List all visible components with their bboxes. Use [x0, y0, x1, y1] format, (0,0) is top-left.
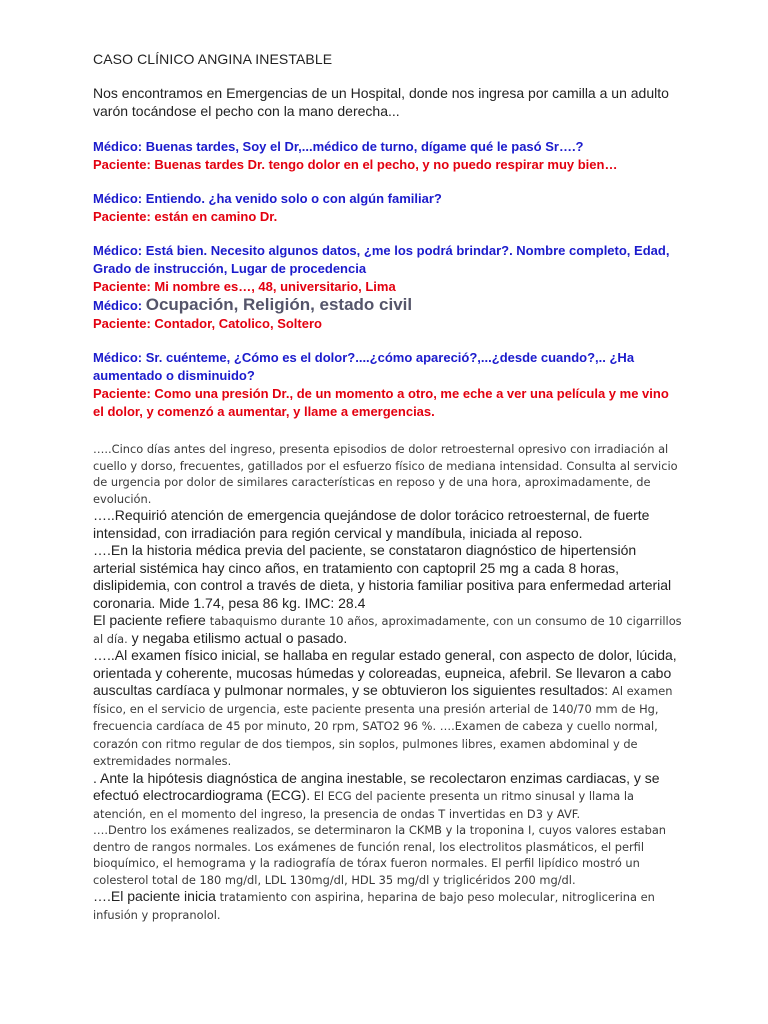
narrative-paragraph: ….En la historia médica previa del paciente, se constataron diagnóstico de hipertensión arterial sistémica hay cinco años, en tratamiento con captopril 25 mg a cada 8 horas, dislipidemia, con control a través de dieta, y historia familiar positiva para enfermedad arterial coronaria. Mide 1.74, pesa 86 kg. IMC: 28.4: [93, 542, 672, 611]
document-title: CASO CLÍNICO ANGINA INESTABLE: [93, 51, 333, 67]
medico-prefix: Médico:: [93, 298, 146, 313]
dialog-block-2: [93, 190, 682, 226]
narrative-segment: …..Al examen físico inicial, se hallaba en regular estado general, con aspecto de dolor, lúcida, orientada y coherente, mucosas húmedas y coloreadas, eupneica, afebril. Se llevaron a cabo auscultas cardíaca y pulmonar normales, y se obtuvieron los siguientes resultados:: [93, 647, 677, 698]
medico-line-large-question: [93, 296, 682, 315]
paciente-line: Paciente: Contador, Catolico, Soltero: [93, 316, 322, 331]
narrative-segment: . Ante la hipótesis diagnóstica de angina inestable, se recolectaron enzimas cardiacas, y se efectuó electrocardiograma (ECG).: [93, 769, 660, 803]
narrative-segment: y negaba etilismo actual o pasado.: [127, 629, 348, 646]
narrative-segment-small: El ECG del paciente presenta un ritmo sinusal y llama la atención, en el momento del ingreso, la presencia de ondas T invertidas en D3 y AVF.: [93, 789, 634, 821]
narrative-segment-small: tratamiento con aspirina, heparina de bajo peso molecular, nitroglicerina en infusión y propranolol.: [93, 890, 655, 922]
paciente-line: Paciente: están en camino Dr.: [93, 209, 278, 224]
narrative-segment: El paciente refiere: [93, 612, 210, 628]
narrative-paragraph: [93, 612, 682, 647]
narrative-segment: ….El paciente inicia: [93, 888, 216, 904]
paciente-line: Paciente: Como una presión Dr., de un momento a otro, me eche a ver una película y me vino el dolor, y comenzó a aumentar, y llame a emergencias.: [93, 386, 669, 419]
paciente-line: Paciente: Buenas tardes Dr. tengo dolor en el pecho, y no puedo respirar muy bien…: [93, 157, 618, 172]
clinical-narrative: [93, 441, 682, 923]
narrative-segment-small: tabaquismo durante 10 años, aproximadamente, con un consumo de 10 cigarrillos al día.: [93, 614, 682, 646]
dialog-block-3: [93, 242, 682, 333]
dialog-block-1: [93, 138, 682, 174]
intro-paragraph: Nos encontramos en Emergencias de un Hospital, donde nos ingresa por camilla a un adulto varón tocándose el pecho con la mano derecha...: [93, 85, 669, 119]
narrative-paragraph: …..Cinco días antes del ingreso, presenta episodios de dolor retroesternal opresivo con irradiación al cuello y dorso, frecuentes, gatillados por el esfuerzo físico de mediana intensidad. Consulta al servicio de urgencia por dolor de similares características en reposo y de una hora, aproximadamente, de evolución.: [93, 442, 678, 506]
narrative-paragraph: [93, 647, 682, 770]
medico-question-large: Ocupación, Religión, estado civil: [145, 295, 413, 314]
dialog-block-4: [93, 349, 682, 421]
medico-line: Médico: Está bien. Necesito algunos datos, ¿me los podrá brindar?. Nombre completo, Edad, Grado de instrucción, Lugar de procedencia: [93, 243, 670, 276]
narrative-segment-small: Al examen físico, en el servicio de urgencia, este paciente presenta una presión arterial de 140/70 mm de Hg, frecuencia cardíaca de 45 por minuto, 20 rpm, SATO2 96 %. ….Examen de cabeza y cuello normal, corazón con ritmo regular de dos tiempos, sin soplos, pulmones libres, examen abdominal y de extremidades normales.: [93, 684, 673, 768]
paciente-line: Paciente: Mi nombre es…, 48, universitario, Lima: [93, 279, 396, 294]
medico-line: Médico: Sr. cuénteme, ¿Cómo es el dolor?....¿cómo apareció?,...¿desde cuando?,.. ¿Ha aumentado o disminuido?: [93, 350, 635, 383]
narrative-paragraph: …..Requirió atención de emergencia quejándose de dolor torácico retroesternal, de fuerte intensidad, con irradiación para región cervical y mandíbula, iniciada al reposo.: [93, 507, 650, 541]
narrative-paragraph: ….Dentro los exámenes realizados, se determinaron la CKMB y la troponina I, cuyos valores estaban dentro de rangos normales. Los exámenes de función renal, los electrolitos plasmáticos, el perfil bioquímico, el hemograma y la radiografía de tórax fueron normales. El perfil lipídico mostró un colesterol total de 180 mg/dl, LDL 130mg/dl, HDL 35 mg/dl y triglicéridos 200 mg/dl.: [93, 823, 667, 887]
narrative-paragraph: [93, 770, 682, 823]
narrative-paragraph: [93, 888, 682, 923]
medico-line: Médico: Entiendo. ¿ha venido solo o con algún familiar?: [93, 191, 442, 206]
medico-line: Médico: Buenas tardes, Soy el Dr,...médico de turno, dígame qué le pasó Sr….?: [93, 139, 584, 154]
